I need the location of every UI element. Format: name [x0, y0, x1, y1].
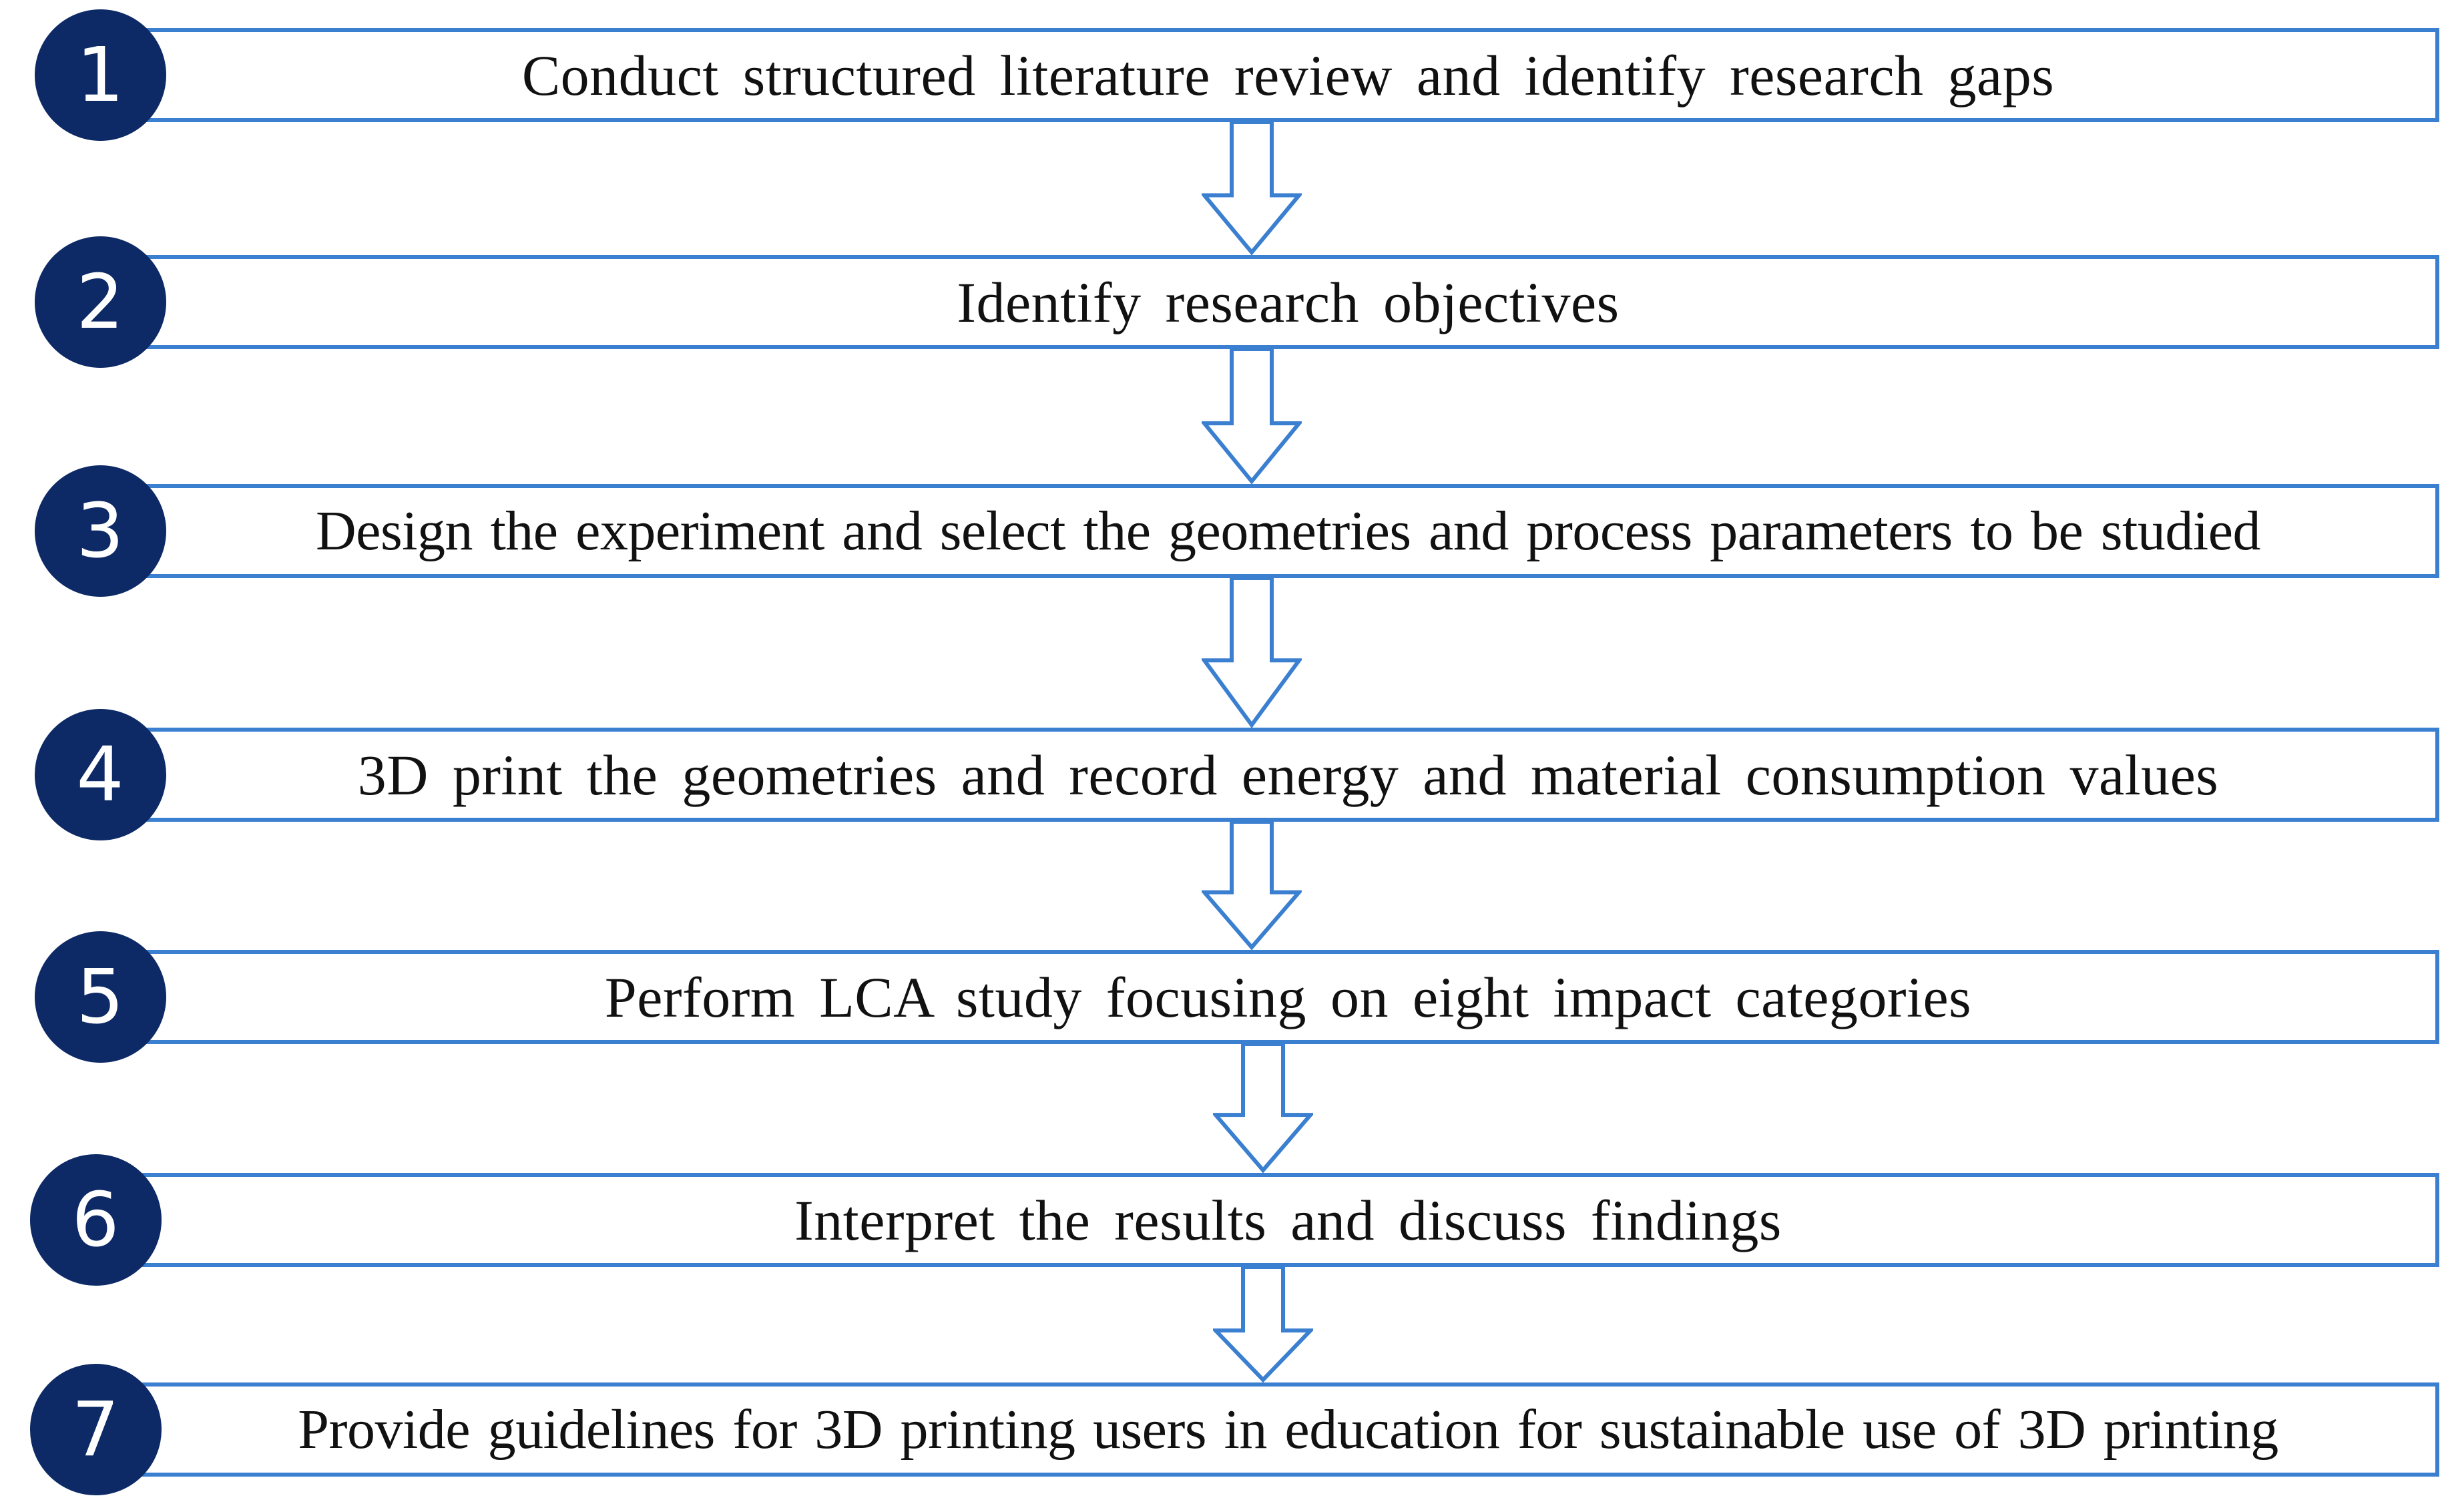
step-label: Provide guidelines for 3D printing users in education for sustainable use of 3D printing: [298, 1399, 2278, 1461]
step-number-badge: 1: [35, 9, 166, 141]
step-label: Interpret the results and discuss findings: [794, 1188, 1782, 1252]
step-4: [0, 728, 2456, 822]
step-box: [137, 255, 2439, 349]
step-box: [137, 28, 2439, 122]
step-number-badge: 2: [35, 236, 166, 368]
step-box: [137, 1382, 2439, 1477]
down-arrow-icon: [1213, 1267, 1313, 1382]
step-2: [0, 255, 2456, 349]
step-number-badge: 7: [30, 1364, 162, 1495]
step-number-badge: 5: [35, 931, 166, 1063]
step-6: [0, 1173, 2456, 1267]
down-arrow-icon: [1202, 122, 1302, 255]
step-box: [137, 484, 2439, 578]
step-number-badge: 3: [35, 465, 166, 597]
step-5: [0, 950, 2456, 1044]
step-label: Design the experiment and select the geometries and process parameters to be studied: [316, 500, 2260, 562]
step-box: [137, 728, 2439, 822]
step-label: Conduct structured literature review and identify research gaps: [521, 43, 2055, 107]
step-number-badge: 6: [30, 1154, 162, 1286]
step-3: [0, 484, 2456, 578]
down-arrow-icon: [1202, 822, 1302, 950]
step-number-badge: 4: [35, 709, 166, 840]
step-box: [137, 1173, 2439, 1267]
down-arrow-icon: [1213, 1044, 1313, 1173]
step-label: Identify research objectives: [957, 270, 1620, 334]
step-label: Perform LCA study focusing on eight impact categories: [604, 965, 1972, 1029]
down-arrow-icon: [1202, 349, 1302, 484]
step-7: [0, 1382, 2456, 1477]
down-arrow-icon: [1202, 578, 1302, 728]
step-box: [137, 950, 2439, 1044]
step-1: [0, 28, 2456, 122]
step-label: 3D print the geometries and record energy and material consumption values: [357, 742, 2219, 807]
